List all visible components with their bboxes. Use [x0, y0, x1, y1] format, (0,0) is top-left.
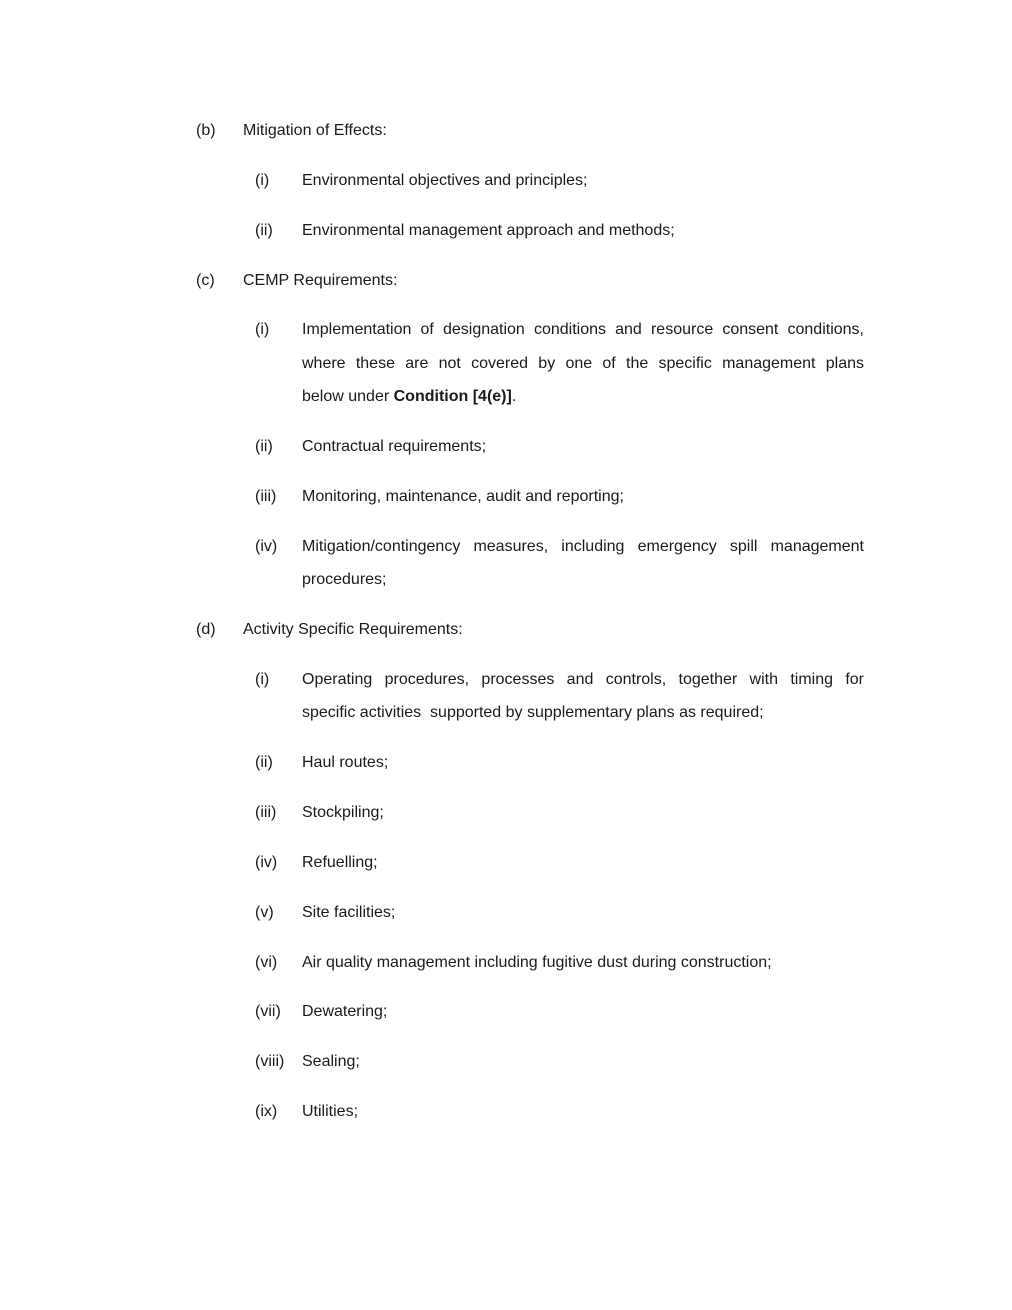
section-d-item-ix-text: Utilities; — [302, 1103, 359, 1120]
section-d-item-ii-text: Haul routes; — [302, 754, 389, 771]
section-d-item-iv-marker: (iv) — [255, 854, 278, 871]
section-c-item-i-line3 — [302, 387, 516, 407]
section-c-item-i-line1: Implementation of designation conditions and resource consent conditions, — [302, 321, 864, 338]
section-d-item-vi-marker: (vi) — [255, 954, 278, 971]
line3-suffix: . — [511, 388, 517, 405]
section-d-item-ii-marker: (ii) — [255, 754, 273, 771]
section-b-item-ii-marker: (ii) — [255, 222, 273, 239]
section-d-item-v-marker: (v) — [255, 904, 274, 921]
section-d-item-iv-text: Refuelling; — [302, 854, 378, 871]
section-d-item-iii-marker: (iii) — [255, 804, 277, 821]
section-d-item-v-text: Site facilities; — [302, 904, 396, 921]
section-d-item-viii-text: Sealing; — [302, 1053, 360, 1070]
section-b-title: Mitigation of Effects: — [243, 122, 387, 139]
section-d-item-vi-text: Air quality management including fugitive dust during construction; — [302, 954, 772, 971]
section-c-item-ii-marker: (ii) — [255, 438, 273, 455]
section-c-item-ii-text: Contractual requirements; — [302, 438, 487, 455]
section-c-item-iii-marker: (iii) — [255, 488, 277, 505]
section-d-title: Activity Specific Requirements: — [243, 621, 463, 638]
section-c-item-iv-marker: (iv) — [255, 538, 278, 555]
section-d-item-i-marker: (i) — [255, 671, 270, 688]
section-c-item-iii-text: Monitoring, maintenance, audit and reporting; — [302, 488, 624, 505]
section-d-item-iii-text: Stockpiling; — [302, 804, 384, 821]
section-d-item-vii-marker: (vii) — [255, 1003, 281, 1020]
section-d-marker: (d) — [196, 621, 216, 638]
section-d-item-vii-text: Dewatering; — [302, 1003, 388, 1020]
line3-prefix: below under — [302, 388, 390, 405]
section-c-item-i-line2: where these are not covered by one of the specific management plans — [302, 355, 864, 372]
section-c-title: CEMP Requirements: — [243, 272, 398, 289]
section-d-item-i-line2: specific activities supported by supplementary plans as required; — [302, 704, 764, 721]
condition-reference: Condition [4(e)] — [393, 388, 512, 405]
section-c-item-i-marker: (i) — [255, 321, 270, 338]
section-d-item-ix-marker: (ix) — [255, 1103, 278, 1120]
section-b-item-i-marker: (i) — [255, 172, 270, 189]
section-c-item-iv-line1: Mitigation/contingency measures, including emergency spill management — [302, 538, 864, 555]
section-c-item-iv-line2: procedures; — [302, 571, 387, 588]
section-c-marker: (c) — [196, 272, 215, 289]
section-b-item-ii-text: Environmental management approach and methods; — [302, 222, 675, 239]
section-b-item-i-text: Environmental objectives and principles; — [302, 172, 588, 189]
section-d-item-i-line1: Operating procedures, processes and controls, together with timing for — [302, 671, 864, 688]
section-d-item-viii-marker: (viii) — [255, 1053, 285, 1070]
section-b-marker: (b) — [196, 122, 216, 139]
